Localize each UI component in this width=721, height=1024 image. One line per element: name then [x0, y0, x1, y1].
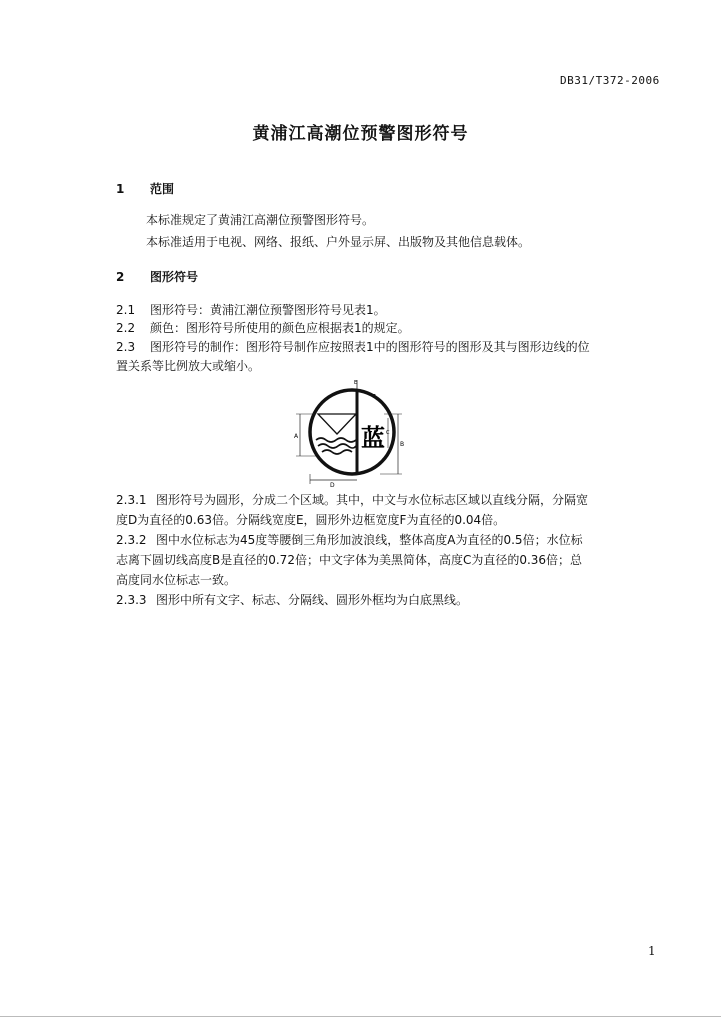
clause-2-3-2 — [116, 530, 583, 550]
clause-2-3-line-1: 图形符号的制作：图形符号制作应按照表1中的图形符号的图形及其与图形边线的位 — [150, 340, 590, 354]
section-1-title: 范围 — [150, 182, 175, 196]
clause-2-3-2-line-2: 志离下圆切线高度B是直径的0.72倍；中文字体为美黑简体，高度C为直径的0.36倍；总 — [116, 553, 583, 567]
clause-2-2-number: 2.2 — [116, 321, 136, 335]
section-2-number: 2 — [116, 270, 125, 284]
label-c: C — [386, 430, 390, 436]
clause-2-1-number: 2.1 — [116, 303, 136, 317]
clause-2-1 — [116, 300, 386, 320]
clause-2-3-1-number: 2.3.1 — [116, 493, 147, 507]
clause-2-3-number: 2.3 — [116, 340, 136, 354]
clause-2-3-3 — [116, 590, 468, 610]
section-1-para-1: 本标准规定了黄浦江高潮位预警图形符号。 — [146, 213, 375, 227]
clause-2-3-1 — [116, 490, 588, 510]
symbol-character: 蓝 — [361, 424, 385, 452]
clause-2-2-text: 颜色：图形符号所使用的颜色应根据表1的规定。 — [150, 321, 410, 335]
clause-2-3 — [116, 337, 590, 357]
clause-2-3-2-number: 2.3.2 — [116, 533, 147, 547]
label-e: E — [354, 380, 358, 386]
clause-2-3-2-line-3: 高度同水位标志一致。 — [116, 573, 237, 587]
section-1-heading — [116, 180, 174, 197]
page-bottom-rule — [0, 1016, 721, 1017]
label-d: D — [330, 482, 335, 488]
page-title: 黄浦江高潮位预警图形符号 — [252, 124, 469, 144]
section-1-number: 1 — [116, 182, 125, 196]
section-2-title: 图形符号 — [150, 270, 199, 284]
label-a: A — [294, 433, 299, 440]
clause-2-3-1-line-1: 图形符号为圆形，分成二个区域。其中，中文与水位标志区域以直线分隔，分隔宽 — [156, 493, 589, 507]
section-1-para-2: 本标准适用于电视、网络、报纸、户外显示屏、出版物及其他信息载体。 — [146, 235, 531, 249]
clause-2-3-3-number: 2.3.3 — [116, 593, 147, 607]
document-number: DB31/T372-2006 — [560, 74, 660, 87]
label-b: B — [400, 441, 405, 448]
clause-2-3-3-text: 图形中所有文字、标志、分隔线、圆形外框均为白底黑线。 — [156, 593, 469, 607]
clause-2-3-1-line-2: 度D为直径的0.63倍。分隔线宽度E，圆形外边框宽度F为直径的0.04倍。 — [116, 513, 506, 527]
section-2-heading — [116, 268, 198, 285]
clause-2-1-text: 图形符号：黄浦江潮位预警图形符号见表1。 — [150, 303, 386, 317]
clause-2-3-2-line-1: 图中水位标志为45度等腰倒三角形加波浪线，整体高度A为直径的0.5倍；水位标 — [156, 533, 583, 547]
warning-symbol-figure — [280, 376, 420, 488]
clause-2-2 — [116, 318, 410, 338]
clause-2-3-line-2: 置关系等比例放大或缩小。 — [116, 359, 261, 373]
page-number: 1 — [648, 944, 656, 958]
